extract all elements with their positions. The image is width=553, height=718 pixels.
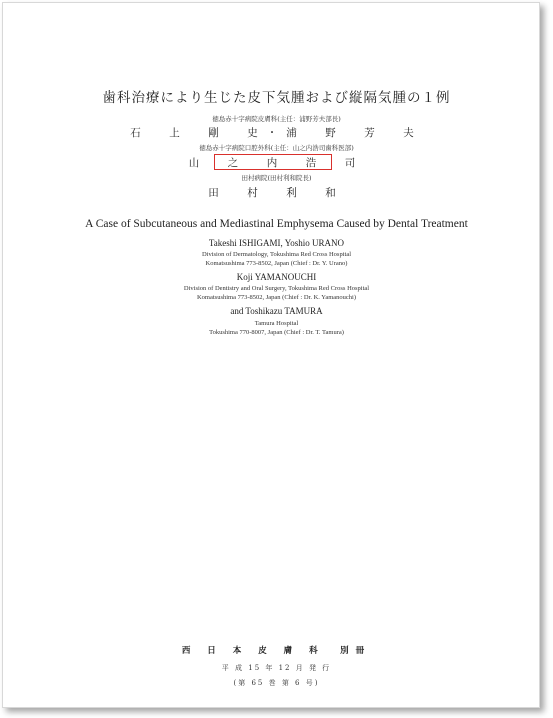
english-affiliation-2-line2: Komatsushima 773-8502, Japan (Chief : Dr. K. Yamanouchi) [196,294,357,301]
english-affiliation-2-line1: Division of Dentistry and Oral Surgery, Tokushima Red Cross Hospital [183,285,370,292]
japanese-author-yamanouchi: 山 之 内 浩 司 [188,157,365,169]
japanese-affiliation-oral-surgery: 徳島赤十字病院口腔外科(主任：山之内浩司歯科医部) [199,144,354,152]
publication-date: 平 成 15 年 12 月 発 行 [221,664,332,672]
english-title: A Case of Subcutaneous and Mediastinal Emphysema Caused by Dental Treatment [85,218,468,230]
english-affiliation-3-line1: Tamura Hospital [254,320,299,327]
japanese-affiliation-dermatology: 徳島赤十字病院皮膚科(主任：浦野芳夫部長) [212,115,341,123]
paper-page [2,2,540,708]
english-affiliation-1-line2: Komatsushima 773-8502, Japan (Chief : Dr. Y. Urano) [205,260,348,267]
japanese-title: 歯科治療により生じた皮下気腫および縦隔気腫の１例 [102,90,451,106]
japanese-authors-1: 石 上 剛 史・浦 野 芳 夫 [130,127,423,139]
japanese-author-tamura: 田 村 利 和 [208,187,345,199]
volume-issue: (第 65 巻 第 6 号) [233,679,320,687]
english-affiliation-3-line2: Tokushima 770-8007, Japan (Chief : Dr. T. Tamura) [209,329,344,336]
english-affiliation-1-line1: Division of Dermatology, Tokushima Red Cross Hospital [201,251,352,258]
english-authors-1: Takeshi ISHIGAMI, Yoshio URANO [208,238,345,248]
japanese-affiliation-tamura: 田村病院(田村利和院長) [241,174,312,182]
english-author-2: Koji YAMANOUCHI [236,272,317,282]
journal-name: 西 日 本 皮 膚 科 別冊 [181,646,372,656]
english-author-3: and Toshikazu TAMURA [230,306,323,316]
